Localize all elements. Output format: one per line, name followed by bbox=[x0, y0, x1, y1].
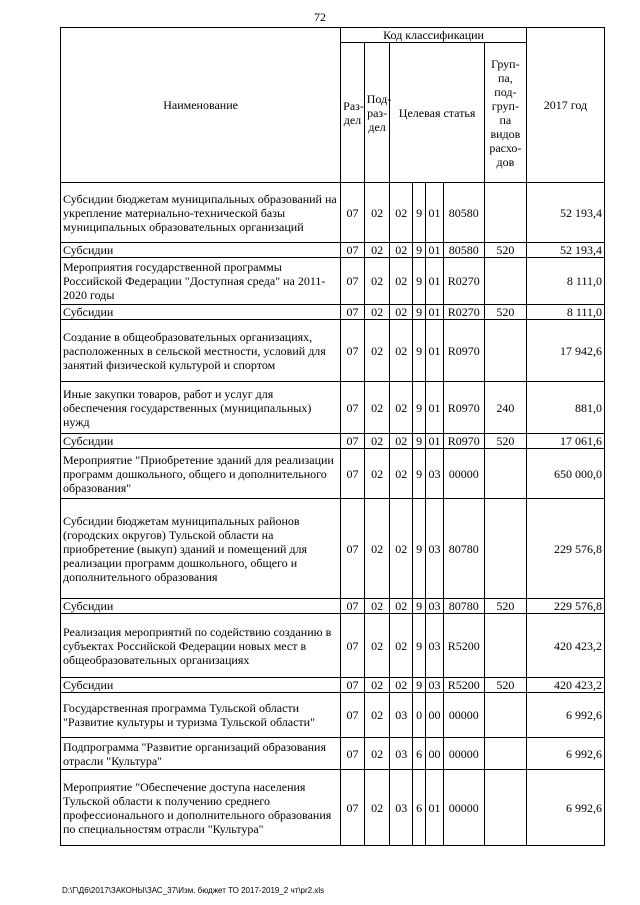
row-target-part1: 02 bbox=[390, 243, 413, 258]
row-expense-type: 520 bbox=[484, 305, 526, 320]
row-subsection: 02 bbox=[364, 382, 390, 434]
row-target-part4: 80580 bbox=[443, 243, 484, 258]
table-row bbox=[61, 770, 605, 846]
table-row bbox=[61, 738, 605, 770]
row-amount: 881,0 bbox=[526, 382, 604, 434]
row-target-part3: 03 bbox=[426, 499, 443, 599]
row-amount: 420 423,2 bbox=[526, 614, 604, 678]
row-section: 07 bbox=[341, 243, 365, 258]
row-subsection: 02 bbox=[364, 499, 390, 599]
row-amount: 229 576,8 bbox=[526, 499, 604, 599]
row-target-part1: 03 bbox=[390, 738, 413, 770]
row-target-part2: 6 bbox=[413, 770, 426, 846]
row-target-part4: 00000 bbox=[443, 693, 484, 738]
row-target-part2: 9 bbox=[413, 258, 426, 305]
table-row bbox=[61, 693, 605, 738]
row-target-part2: 6 bbox=[413, 738, 426, 770]
table-row bbox=[61, 449, 605, 499]
row-section: 07 bbox=[341, 434, 365, 449]
row-target-part4: R0970 bbox=[443, 382, 484, 434]
row-expense-type bbox=[484, 738, 526, 770]
row-target-part2: 9 bbox=[413, 434, 426, 449]
table-row bbox=[61, 258, 605, 305]
row-target-part2: 9 bbox=[413, 499, 426, 599]
row-name: Субсидии bbox=[61, 678, 341, 693]
table-header bbox=[61, 28, 605, 183]
row-section: 07 bbox=[341, 320, 365, 382]
header-target-article: Целевая статья bbox=[390, 43, 484, 183]
row-expense-type bbox=[484, 320, 526, 382]
row-name: Субсидии бюджетам муниципальных районов (городских округов) Тульской области на приобретение (выкуп) зданий и помещений для реализации программ дошкольного, общего и дополнительного образования bbox=[61, 499, 341, 599]
row-target-part1: 02 bbox=[390, 183, 413, 243]
table-row bbox=[61, 434, 605, 449]
row-target-part1: 02 bbox=[390, 449, 413, 499]
header-section: Раз-дел bbox=[341, 43, 365, 183]
row-expense-type bbox=[484, 258, 526, 305]
row-target-part4: R0970 bbox=[443, 434, 484, 449]
row-target-part2: 9 bbox=[413, 305, 426, 320]
row-section: 07 bbox=[341, 678, 365, 693]
row-subsection: 02 bbox=[364, 305, 390, 320]
row-amount: 8 111,0 bbox=[526, 258, 604, 305]
row-name: Мероприятия государственной программы Российской Федерации "Доступная среда" на 2011-2020 годы bbox=[61, 258, 341, 305]
row-amount: 6 992,6 bbox=[526, 693, 604, 738]
row-target-part1: 02 bbox=[390, 382, 413, 434]
row-expense-type bbox=[484, 449, 526, 499]
header-code: Код классификации bbox=[341, 28, 527, 43]
row-name: Реализация мероприятий по содействию созданию в субъектах Российской Федерации новых мест в общеобразовательных организациях bbox=[61, 614, 341, 678]
row-subsection: 02 bbox=[364, 183, 390, 243]
row-name: Субсидии bbox=[61, 434, 341, 449]
row-target-part2: 9 bbox=[413, 183, 426, 243]
row-target-part2: 9 bbox=[413, 320, 426, 382]
file-path-footer: D:\Г\Д6\2017\ЗАКОНЫ\ЗАС_37\Изм. бюджет ТО 2017-2019_2 чт\pr2.xls bbox=[62, 886, 325, 895]
row-name: Иные закупки товаров, работ и услуг для обеспечения государственных (муниципальных) нужд bbox=[61, 382, 341, 434]
row-target-part4: R5200 bbox=[443, 678, 484, 693]
row-expense-type bbox=[484, 693, 526, 738]
row-target-part3: 01 bbox=[426, 382, 443, 434]
row-name: Создание в общеобразовательных организациях, расположенных в сельской местности, условий для занятий физической культурой и спортом bbox=[61, 320, 341, 382]
row-expense-type bbox=[484, 183, 526, 243]
row-name: Субсидии bbox=[61, 599, 341, 614]
row-target-part4: R0970 bbox=[443, 320, 484, 382]
row-target-part3: 03 bbox=[426, 614, 443, 678]
row-subsection: 02 bbox=[364, 693, 390, 738]
table-row bbox=[61, 183, 605, 243]
table-row bbox=[61, 599, 605, 614]
table-row bbox=[61, 243, 605, 258]
table-body bbox=[61, 183, 605, 846]
row-subsection: 02 bbox=[364, 599, 390, 614]
row-target-part1: 02 bbox=[390, 614, 413, 678]
row-expense-type: 520 bbox=[484, 678, 526, 693]
row-section: 07 bbox=[341, 499, 365, 599]
row-name: Мероприятие "Приобретение зданий для реализации программ дошкольного, общего и дополнительного образования" bbox=[61, 449, 341, 499]
row-expense-type: 520 bbox=[484, 243, 526, 258]
row-amount: 650 000,0 bbox=[526, 449, 604, 499]
row-target-part3: 00 bbox=[426, 738, 443, 770]
row-target-part3: 01 bbox=[426, 183, 443, 243]
row-section: 07 bbox=[341, 770, 365, 846]
row-amount: 6 992,6 bbox=[526, 770, 604, 846]
row-section: 07 bbox=[341, 738, 365, 770]
row-target-part2: 9 bbox=[413, 382, 426, 434]
row-name: Мероприятие "Обеспечение доступа населения Тульской области к получению среднего профессионального и дополнительного образования по специальностям отрасли "Культура" bbox=[61, 770, 341, 846]
row-expense-type: 520 bbox=[484, 599, 526, 614]
table-row bbox=[61, 614, 605, 678]
row-subsection: 02 bbox=[364, 434, 390, 449]
row-target-part4: 80580 bbox=[443, 183, 484, 243]
row-subsection: 02 bbox=[364, 614, 390, 678]
table-row bbox=[61, 382, 605, 434]
row-target-part4: 80780 bbox=[443, 499, 484, 599]
row-subsection: 02 bbox=[364, 678, 390, 693]
row-subsection: 02 bbox=[364, 770, 390, 846]
row-amount: 8 111,0 bbox=[526, 305, 604, 320]
row-target-part3: 03 bbox=[426, 678, 443, 693]
row-target-part1: 02 bbox=[390, 305, 413, 320]
row-target-part3: 01 bbox=[426, 770, 443, 846]
row-section: 07 bbox=[341, 599, 365, 614]
row-target-part2: 9 bbox=[413, 614, 426, 678]
row-target-part4: R0270 bbox=[443, 305, 484, 320]
table-row bbox=[61, 678, 605, 693]
row-target-part3: 00 bbox=[426, 693, 443, 738]
row-name: Подпрограмма "Развитие организаций образования отрасли "Культура" bbox=[61, 738, 341, 770]
row-target-part3: 01 bbox=[426, 258, 443, 305]
page-number: 72 bbox=[314, 10, 326, 24]
row-subsection: 02 bbox=[364, 258, 390, 305]
row-section: 07 bbox=[341, 305, 365, 320]
row-target-part1: 02 bbox=[390, 258, 413, 305]
row-amount: 52 193,4 bbox=[526, 183, 604, 243]
row-section: 07 bbox=[341, 693, 365, 738]
row-target-part4: 80780 bbox=[443, 599, 484, 614]
row-target-part2: 0 bbox=[413, 693, 426, 738]
row-subsection: 02 bbox=[364, 320, 390, 382]
row-expense-type bbox=[484, 770, 526, 846]
row-expense-type bbox=[484, 614, 526, 678]
header-expense-group: Груп-па, под-груп-па видов расхо-дов bbox=[484, 43, 526, 183]
row-target-part3: 01 bbox=[426, 243, 443, 258]
row-target-part1: 03 bbox=[390, 693, 413, 738]
budget-table bbox=[60, 27, 605, 846]
row-section: 07 bbox=[341, 614, 365, 678]
table-row bbox=[61, 320, 605, 382]
row-target-part2: 9 bbox=[413, 599, 426, 614]
row-target-part2: 9 bbox=[413, 243, 426, 258]
row-name: Государственная программа Тульской области "Развитие культуры и туризма Тульской области" bbox=[61, 693, 341, 738]
table-row bbox=[61, 499, 605, 599]
row-target-part4: R0270 bbox=[443, 258, 484, 305]
row-subsection: 02 bbox=[364, 738, 390, 770]
row-section: 07 bbox=[341, 183, 365, 243]
row-target-part1: 02 bbox=[390, 678, 413, 693]
row-expense-type: 520 bbox=[484, 434, 526, 449]
row-target-part4: R5200 bbox=[443, 614, 484, 678]
row-target-part3: 01 bbox=[426, 434, 443, 449]
row-amount: 420 423,2 bbox=[526, 678, 604, 693]
row-section: 07 bbox=[341, 449, 365, 499]
row-amount: 17 942,6 bbox=[526, 320, 604, 382]
row-expense-type bbox=[484, 499, 526, 599]
row-target-part4: 00000 bbox=[443, 738, 484, 770]
row-subsection: 02 bbox=[364, 243, 390, 258]
row-target-part1: 02 bbox=[390, 434, 413, 449]
row-target-part1: 02 bbox=[390, 320, 413, 382]
row-amount: 52 193,4 bbox=[526, 243, 604, 258]
row-subsection: 02 bbox=[364, 449, 390, 499]
row-target-part1: 02 bbox=[390, 599, 413, 614]
row-target-part3: 01 bbox=[426, 320, 443, 382]
header-subsection: Под-раз-дел bbox=[364, 43, 390, 183]
table-row bbox=[61, 305, 605, 320]
row-section: 07 bbox=[341, 258, 365, 305]
row-target-part2: 9 bbox=[413, 678, 426, 693]
row-target-part2: 9 bbox=[413, 449, 426, 499]
row-name: Субсидии bbox=[61, 243, 341, 258]
row-target-part4: 00000 bbox=[443, 449, 484, 499]
row-name: Субсидии бюджетам муниципальных образований на укрепление материально-технической базы муниципальных образовательных организаций bbox=[61, 183, 341, 243]
row-target-part1: 03 bbox=[390, 770, 413, 846]
row-amount: 17 061,6 bbox=[526, 434, 604, 449]
row-target-part1: 02 bbox=[390, 499, 413, 599]
row-expense-type: 240 bbox=[484, 382, 526, 434]
row-target-part3: 03 bbox=[426, 599, 443, 614]
row-name: Субсидии bbox=[61, 305, 341, 320]
row-target-part3: 03 bbox=[426, 449, 443, 499]
header-year: 2017 год bbox=[526, 28, 604, 183]
row-target-part4: 00000 bbox=[443, 770, 484, 846]
row-section: 07 bbox=[341, 382, 365, 434]
row-amount: 229 576,8 bbox=[526, 599, 604, 614]
header-name: Наименование bbox=[61, 28, 341, 183]
row-amount: 6 992,6 bbox=[526, 738, 604, 770]
row-target-part3: 01 bbox=[426, 305, 443, 320]
